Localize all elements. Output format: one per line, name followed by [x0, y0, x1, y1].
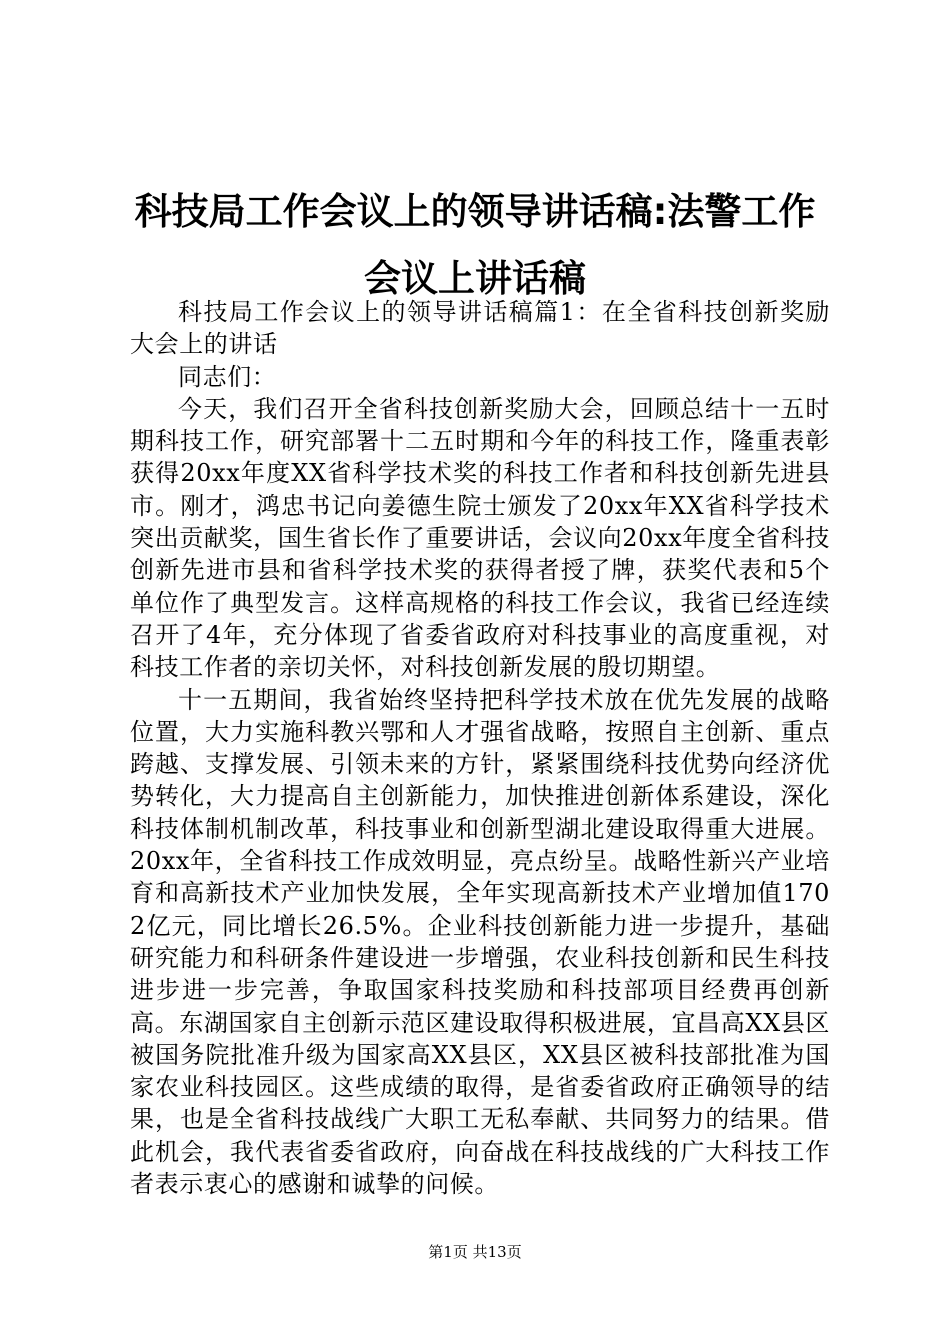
document-title: 科技局工作会议上的领导讲话稿:法警工作会议上讲话稿: [134, 190, 816, 300]
paragraph-opening: 今天，我们召开全省科技创新奖励大会，回顾总结十一五时期科技工作，研究部署十二五时期和今年的科技工作，隆重表彰获得20xx年度XX省科学技术奖的科技工作者和科技创新先进县市。刚才，鸿忠书记向姜德生院士颁发了20xx年XX省科学技术突出贡献奖，国生省长作了重要讲话，会议向20xx年度全省科技创新先进市县和省科学技术奖的获得者授了牌，获奖代表和5个单位作了典型发言。这样高规格的科技工作会议，我省已经连续召开了4年，充分体现了省委省政府对科技事业的高度重视，对科技工作者的亲切关怀，对科技创新发展的殷切期望。: [130, 394, 830, 682]
paragraph-heading: 科技局工作会议上的领导讲话稿篇1：在全省科技创新奖励大会上的讲话: [130, 298, 830, 359]
paragraph-review: 十一五期间，我省始终坚持把科学技术放在优先发展的战略位置，大力实施科教兴鄂和人才强省战略，按照自主创新、重点跨越、支撑发展、引领未来的方针，紧紧围绕科技优势向经济优势转化，大力提高自主创新能力，加快推进创新体系建设，深化科技体制机制改革，科技事业和创新型湖北建设取得重大进展。20xx年，全省科技工作成效明显，亮点纷呈。战略性新兴产业培育和高新技术产业加快发展，全年实现高新技术产业增加值1702亿元，同比增长26.5%。企业科技创新能力进一步提升，基础研究能力和科研条件建设进一步增强，农业科技创新和民生科技进步进一步完善，争取国家科技奖励和科技部项目经费再创新高。东湖国家自主创新示范区建设取得积极进展，宜昌高XX县区被国务院批准升级为国家高XX县区，XX县区被科技部批准为国家农业科技园区。这些成绩的取得，是省委省政府正确领导的结果，也是全省科技战线广大职工无私奉献、共同努力的结果。借此机会，我代表省委省政府，向奋战在科技战线的广大科技工作者表示衷心的感谢和诚挚的问候。: [130, 685, 830, 1199]
paragraph-salutation: 同志们：: [178, 362, 277, 391]
document-body: [130, 296, 830, 1200]
page-footer: 第1页 共13页: [428, 1243, 522, 1261]
